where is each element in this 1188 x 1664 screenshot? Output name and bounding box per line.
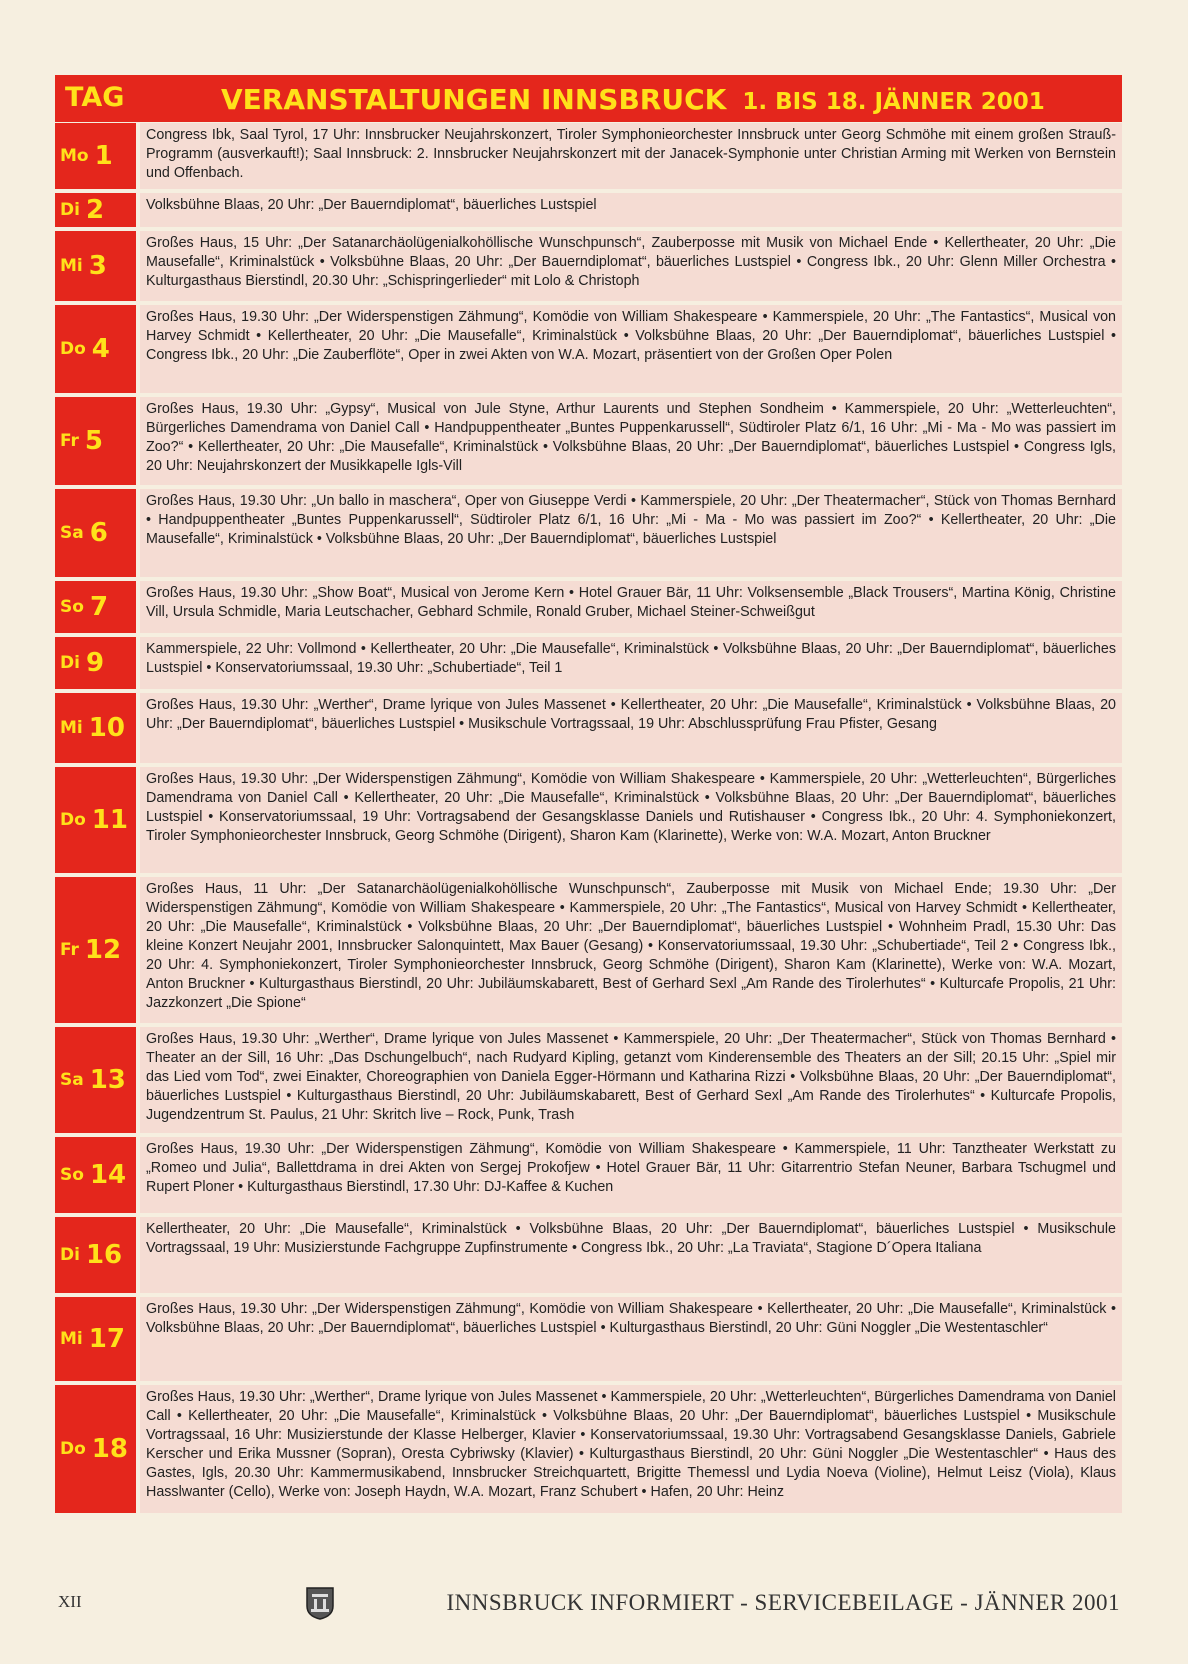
- event-description: Großes Haus, 11 Uhr: „Der Satanarchäolügenialkohöllische Wunschpunsch“, Zauberposse mit Musik von Michael Ende; 19.30 Uhr: „Der Widerspenstigen Zähmung“, Komödie von William Shakespeare • Kammerspiele, 20 Uhr: „The Fantastics“, Musical von Harvey Schmidt • Kellertheater, 20 Uhr: „Die Mausefalle“, Kriminalstück • Volksbühne Blaas, 20 Uhr: „Der Bauerndiplomat“, bäuerliches Lustspiel • Wohnheim Pradl, 15.30 Uhr: Das kleine Konzert Neujahr 2001, Innsbrucker Salonquintett, Max Bauer (Gesang) • Konservatoriumssaal, 19.30 Uhr: „Schubertiade“, Teil 2 • Congress Ibk., 20 Uhr: 4. Symphoniekonzert, Tiroler Symphonieorchester Innsbruck, Georg Schmöhe (Dirigent), Sharon Kam (Klarinette), Werke von: W.A. Mozart, Anton Bruckner • Kulturgasthaus Bierstindl, 20 Uhr: Jubiläumskabarett, Best of Gerhard Sexl „Am Rande des Tirolerhutes“ • Kulturcafe Propolis, 21 Uhr: Jazzkonzert „Die Spione“: [140, 877, 1122, 1023]
- event-row: [55, 193, 1122, 231]
- day-number: 1: [94, 141, 113, 171]
- weekday: Mi: [60, 718, 83, 738]
- day-label: [55, 231, 136, 301]
- day-number: 13: [89, 1065, 126, 1095]
- day-number: 17: [88, 1324, 125, 1354]
- event-row: [55, 489, 1122, 581]
- city-crest-icon: [305, 1586, 335, 1620]
- event-list: [55, 123, 1122, 1517]
- event-row: [55, 1137, 1122, 1217]
- event-row: [55, 767, 1122, 877]
- weekday: Di: [60, 200, 80, 220]
- event-description: Großes Haus, 19.30 Uhr: „Der Widerspenstigen Zähmung“, Komödie von William Shakespeare • Kammerspiele, 11 Uhr: Tanztheater Werkstatt zu „Romeo und Julia“, Ballettdrama in drei Akten von Sergej Prokofjew • Hotel Grauer Bär, 11 Uhr: Gitarrentrio Stefan Neuner, Barbara Tschugmel und Rupert Ploner • Kulturgasthaus Bierstindl, 17.30 Uhr: DJ-Kaffee & Kuchen: [140, 1137, 1122, 1213]
- weekday: So: [60, 1165, 84, 1185]
- event-row: [55, 1385, 1122, 1517]
- weekday: Mi: [60, 256, 83, 276]
- weekday: Di: [60, 1245, 80, 1265]
- weekday: Mi: [60, 1329, 83, 1349]
- day-label: [55, 581, 136, 633]
- day-number: 5: [84, 426, 104, 456]
- day-label: [55, 1137, 136, 1213]
- publication-title: INNSBRUCK INFORMIERT - SERVICEBEILAGE - JÄNNER 2001: [446, 1590, 1120, 1615]
- weekday: Fr: [60, 940, 79, 960]
- day-number: 12: [84, 935, 122, 965]
- event-description: Großes Haus, 19.30 Uhr: „Der Widerspenstigen Zähmung“, Komödie von William Shakespeare • Kammerspiele, 20 Uhr: „The Fantastics“, Musical von Harvey Schmidt • Kellertheater, 20 Uhr: „Die Mausefalle“, Kriminalstück • Volksbühne Blaas, 20 Uhr: „Der Bauerndiplomat“, bäuerliches Lustspiel • Congress Ibk., 20 Uhr: „Die Zauberflöte“, Oper in zwei Akten von W.A. Mozart, präsentiert von der Großen Oper Polen: [140, 305, 1122, 393]
- day-label: [55, 1297, 136, 1381]
- day-label: [55, 693, 136, 763]
- day-number: 4: [91, 334, 110, 364]
- weekday: Do: [60, 339, 86, 359]
- event-description: Großes Haus, 19.30 Uhr: „Werther“, Drame lyrique von Jules Massenet • Kammerspiele, 20 Uhr: „Wetterleuchten“, Bürgerliches Damendrama von Daniel Call • Kellertheater, 20 Uhr: „Die Mausefalle“, Kriminalstück • Volksbühne Blaas, 20 Uhr: „Der Bauerndiplomat“, bäuerliches Lustspiel • Musikschule Vortragssaal, 16 Uhr: Musizierstunde der Klasse Helberger, Klavier • Konservatoriumssaal, 19.30 Uhr: Vortragsabend Gesangsklasse Daniels, Gabriele Kerscher und Erika Mussner (Sopran), Oresta Cybriwsky (Klavier) • Kulturgasthaus Bierstindl, 20 Uhr: Güni Noggler „Die Westentaschler“ • Haus des Gastes, Igls, 20.30 Uhr: Kammermusikabend, Innsbrucker Streichquartett, Brigitte Themessl und Lydia Noeva (Violine), Helmut Leisz (Viola), Klaus Hasslwanter (Cello), Werke von: Joseph Haydn, W.A. Mozart, Franz Schubert • Hafen, 20 Uhr: Heinz: [140, 1385, 1122, 1513]
- day-column-header: TAG: [65, 82, 125, 113]
- weekday: Di: [60, 653, 80, 673]
- event-description: Congress Ibk, Saal Tyrol, 17 Uhr: Innsbrucker Neujahrskonzert, Tiroler Symphonieorchester Innsbruck unter Georg Schmöhe mit einem großen Strauß-Programm (ausverkauft!); Saal Innsbruck: 2. Innsbrucker Neujahrskonzert mit der Janacek-Symphonie unter Christian Arming mit Werken von Bernstein und Offenbach.: [140, 123, 1122, 189]
- page-footer: [0, 1590, 1188, 1630]
- event-description: Großes Haus, 19.30 Uhr: „Un ballo in maschera“, Oper von Giuseppe Verdi • Kammerspiele, 20 Uhr: „Der Theatermacher“, Stück von Thomas Bernhard • Handpuppentheater „Buntes Puppenkarussell“, Südtiroler Platz 6/1, 16 Uhr: „Mi - Ma - Mo was passiert im Zoo?“ • Kellertheater, 20 Uhr: „Die Mausefalle“, Kriminalstück • Volksbühne Blaas, 20 Uhr: „Der Bauerndiplomat“, bäuerliches Lustspiel: [140, 489, 1122, 577]
- day-number: 11: [91, 805, 128, 835]
- day-label: [55, 123, 136, 189]
- day-number: 6: [89, 518, 108, 548]
- event-description: Kellertheater, 20 Uhr: „Die Mausefalle“, Kriminalstück • Volksbühne Blaas, 20 Uhr: „Der Bauerndiplomat“, bäuerliches Lustspiel • Musikschule Vortragssaal, 19 Uhr: Musizierstunde Fachgruppe Zupfinstrumente • Congress Ibk., 20 Uhr: „La Traviata“, Stagione D´Opera Italiana: [140, 1217, 1122, 1293]
- day-label: [55, 1027, 136, 1133]
- day-number: 18: [91, 1434, 128, 1464]
- day-label: [55, 637, 136, 689]
- day-label: [55, 767, 136, 873]
- event-row: [55, 693, 1122, 767]
- day-number: 7: [89, 592, 109, 622]
- event-description: Großes Haus, 19.30 Uhr: „Gypsy“, Musical von Jule Styne, Arthur Laurents und Stephen Sondheim • Kammerspiele, 20 Uhr: „Wetterleuchten“, Bürgerliches Damendrama von Daniel Call • Handpuppentheater „Buntes Puppenkarussell“, Südtiroler Platz 6/1, 16 Uhr: „Mi - Ma - Mo was passiert im Zoo?“ • Kellertheater, 20 Uhr: „Die Mausefalle“, Kriminalstück • Volksbühne Blaas, 20 Uhr: „Der Bauerndiplomat“, bäuerliches Lustspiel • Congress Igls, 20 Uhr: Neujahrskonzert der Musikkapelle Igls-Vill: [140, 397, 1122, 485]
- event-row: [55, 305, 1122, 397]
- day-number: 3: [88, 251, 107, 281]
- weekday: Do: [60, 1439, 86, 1459]
- event-row: [55, 1217, 1122, 1297]
- day-number: 9: [85, 648, 105, 678]
- event-row: [55, 397, 1122, 489]
- day-number: 2: [85, 195, 105, 225]
- weekday: Sa: [60, 523, 84, 543]
- weekday: Mo: [60, 146, 89, 166]
- day-label: [55, 877, 136, 1023]
- event-row: [55, 1027, 1122, 1137]
- page-number: XII: [58, 1592, 82, 1611]
- day-label: [55, 397, 136, 485]
- day-label: [55, 489, 136, 577]
- title-text: VERANSTALTUNGEN INNSBRUCK: [221, 83, 727, 116]
- weekday: Do: [60, 810, 86, 830]
- page-title: [221, 83, 1045, 116]
- weekday: Sa: [60, 1070, 84, 1090]
- day-label: [55, 193, 136, 227]
- event-row: [55, 123, 1122, 193]
- day-number: 16: [85, 1240, 123, 1270]
- event-row: [55, 1297, 1122, 1385]
- event-description: Großes Haus, 19.30 Uhr: „Der Widerspenstigen Zähmung“, Komödie von William Shakespeare • Kellertheater, 20 Uhr: „Die Mausefalle“, Kriminalstück • Volksbühne Blaas, 20 Uhr: „Der Bauerndiplomat“, bäuerliches Lustspiel • Kulturgasthaus Bierstindl, 20 Uhr: Güni Noggler „Die Westentaschler“: [140, 1297, 1122, 1381]
- event-description: Volksbühne Blaas, 20 Uhr: „Der Bauerndiplomat“, bäuerliches Lustspiel: [140, 193, 1122, 227]
- event-row: [55, 231, 1122, 305]
- schedule-header: [55, 75, 1122, 122]
- weekday: So: [60, 597, 84, 617]
- event-description: Großes Haus, 19.30 Uhr: „Der Widerspenstigen Zähmung“, Komödie von William Shakespeare • Kammerspiele, 20 Uhr: „Wetterleuchten“, Bürgerliches Damendrama von Daniel Call • Kellertheater, 20 Uhr: „Die Mausefalle“, Kriminalstück • Volksbühne Blaas, 20 Uhr: „Der Bauerndiplomat“, bäuerliches Lustspiel • Konservatoriumssaal, 19 Uhr: Vortragsabend der Gesangsklasse Daniels und Rutishauser • Congress Ibk., 20 Uhr: 4. Symphoniekonzert, Tiroler Symphonieorchester Innsbruck, Georg Schmöhe (Dirigent), Sharon Kam (Klarinette), Werke von: W.A. Mozart, Anton Bruckner: [140, 767, 1122, 873]
- event-description: Kammerspiele, 22 Uhr: Vollmond • Kellertheater, 20 Uhr: „Die Mausefalle“, Kriminalstück • Volksbühne Blaas, 20 Uhr: „Der Bauerndiplomat“, bäuerliches Lustspiel • Konservatoriumssaal, 19.30 Uhr: „Schubertiade“, Teil 1: [140, 637, 1122, 689]
- day-label: [55, 1385, 136, 1513]
- day-number: 10: [88, 713, 125, 743]
- date-range: 1. BIS 18. JÄNNER 2001: [742, 89, 1045, 115]
- event-description: Großes Haus, 19.30 Uhr: „Werther“, Drame lyrique von Jules Massenet • Kellertheater, 20 Uhr: „Die Mausefalle“, Kriminalstück • Volksbühne Blaas, 20 Uhr: „Der Bauerndiplomat“, bäuerliches Lustspiel • Musikschule Vortragssaal, 19 Uhr: Abschlussprüfung Frau Pfister, Gesang: [140, 693, 1122, 763]
- day-number: 14: [89, 1160, 127, 1190]
- event-description: Großes Haus, 19.30 Uhr: „Show Boat“, Musical von Jerome Kern • Hotel Grauer Bär, 11 Uhr: Volksensemble „Black Trousers“, Martina König, Christine Vill, Ursula Schmidle, Maria Leutschacher, Gebhard Schmile, Ronald Gruber, Michael Steiner-Schweißgut: [140, 581, 1122, 633]
- weekday: Fr: [60, 431, 79, 451]
- event-row: [55, 877, 1122, 1027]
- event-description: Großes Haus, 15 Uhr: „Der Satanarchäolügenialkohöllische Wunschpunsch“, Zauberposse mit Musik von Michael Ende • Kellertheater, 20 Uhr: „Die Mausefalle“, Kriminalstück • Volksbühne Blaas, 20 Uhr: „Der Bauerndiplomat“, bäuerliches Lustspiel • Congress Ibk., 20 Uhr: Glenn Miller Orchestra • Kulturgasthaus Bierstindl, 20.30 Uhr: „Schispringerlieder“ mit Lolo & Christoph: [140, 231, 1122, 301]
- event-description: Großes Haus, 19.30 Uhr: „Werther“, Drame lyrique von Jules Massenet • Kammerspiele, 20 Uhr: „Der Theatermacher“, Stück von Thomas Bernhard • Theater an der Sill, 16 Uhr: „Das Dschungelbuch“, nach Rudyard Kipling, getanzt vom Kinderensemble des Theaters an der Sill; 20.15 Uhr: „Spiel mir das Lied vom Tod“, zwei Einakter, Choreographien von Daniela Egger-Hörmann und Katharina Rizzi • Volksbühne Blaas, 20 Uhr: „Der Bauerndiplomat“, bäuerliches Lustspiel • Kulturgasthaus Bierstindl, 20 Uhr: Jubiläumskabarett, Best of Gerhard Sexl „Am Rande des Tirolerhutes“ • Kulturcafe Propolis, Jugendzentrum St. Paulus, 21 Uhr: Skritch live – Rock, Punk, Trash: [140, 1027, 1122, 1133]
- event-row: [55, 581, 1122, 637]
- day-label: [55, 1217, 136, 1293]
- day-label: [55, 305, 136, 393]
- event-row: [55, 637, 1122, 693]
